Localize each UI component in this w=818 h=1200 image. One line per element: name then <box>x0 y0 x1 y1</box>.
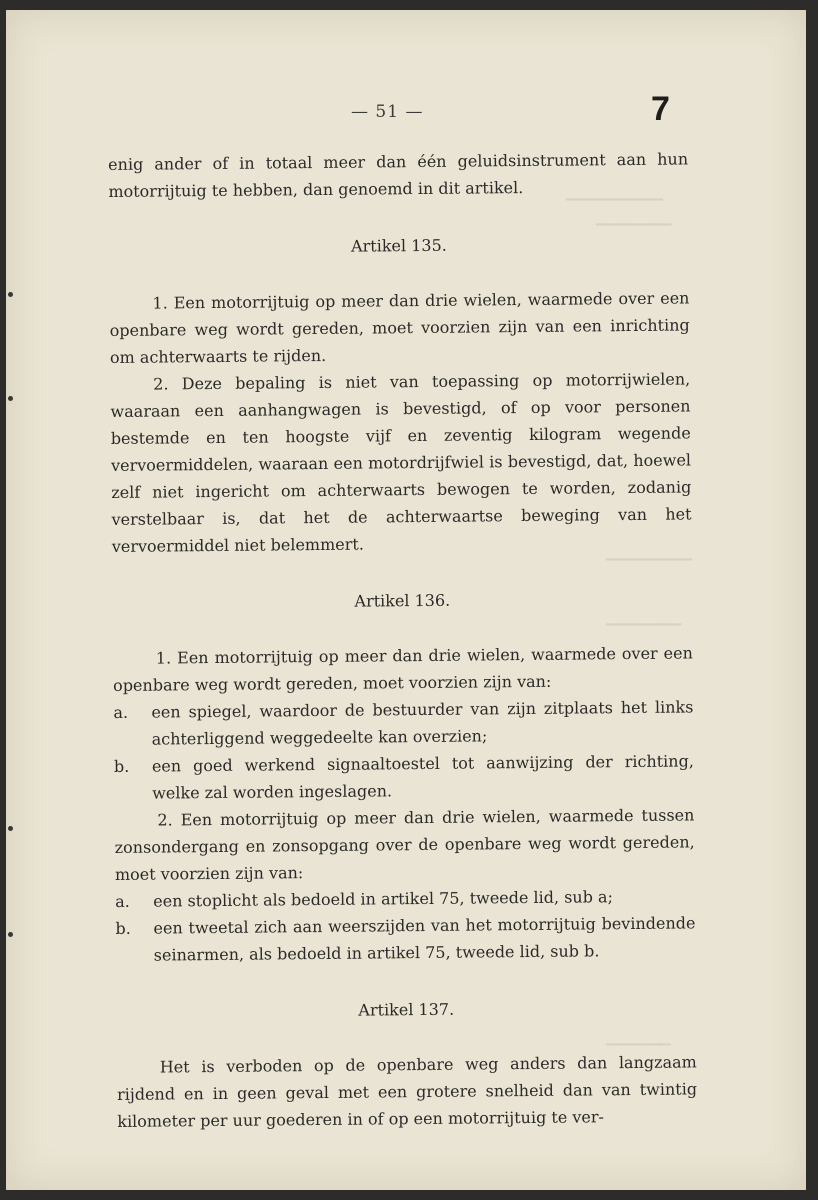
list-item-text: een stoplicht als bedoeld in artikel 75, tweede lid, sub a; <box>153 887 614 911</box>
margin-speck <box>8 826 13 831</box>
article-135-paragraph-2: 2. Deze bepaling is niet van toepassing op motorrijwielen, waaraan een aanhangwagen is bevestigd, of op voor personen bestemde en ten hoogste vijf en zeventig kilogram wegende vervoermiddelen, waaraan een motordrijfwiel is bevestigd, dat, hoewel zelf niet ingericht om achterwaarts bewogen te worden, zodanig verstelbaar is, dat het de achterwaartse beweging van het vervoermiddel niet belemmert. <box>110 369 692 556</box>
list-item-text: een spiegel, waardoor de bestuurder van zijn zitplaats het links achterliggend weggedeelte kan overzien; <box>151 697 694 749</box>
document-page <box>6 10 806 1190</box>
list-item-text: een tweetal zich aan weerszijden van het motorrijtuig bevindende seinarmen, als bedoeld in artikel 75, tweede lid, sub b. <box>153 913 696 965</box>
list-item-label: b. <box>115 918 131 938</box>
margin-speck <box>8 292 13 297</box>
list-item-label: a. <box>115 891 130 911</box>
page-number: — 51 — <box>351 102 424 122</box>
article-136-paragraph-2: 2. Een motorrijtuig op meer dan drie wielen, waarmede tussen zonsondergang en zonsopgang over de openbare weg wordt gereden, moet voorzien zijn van: <box>114 805 695 884</box>
article-136-item-1a <box>113 693 693 753</box>
bleed-through-decoration: ▁▁▁▁▁▁▁ <box>606 610 682 626</box>
intro-paragraph: enig ander of in totaal meer dan één geluidsinstrument aan hun motorrijtuig te hebben, dan genoemd in dit artikel. <box>108 149 689 201</box>
document-body <box>108 145 697 1135</box>
bleed-through-decoration: ▁▁▁▁▁▁ <box>606 1030 671 1046</box>
article-136-heading: Artikel 136. <box>354 590 451 611</box>
bleed-through-decoration: ▁▁▁▁▁▁▁▁ <box>606 545 693 561</box>
article-135-paragraph-1: 1. Een motorrijtuig op meer dan drie wielen, waarmede over een openbare weg wordt gereden, moet voorzien zijn van een inrichting om achterwaarts te rijden. <box>109 288 690 367</box>
list-item-label: b. <box>113 756 130 776</box>
margin-speck <box>8 932 13 937</box>
bleed-through-decoration: ▁▁▁▁▁▁▁▁▁ <box>566 185 663 201</box>
article-137-paragraph-1: Het is verboden op de openbare weg anders dan langzaam rijdend en in geen geval met een grotere snelheid dan van twintig kilometer per uur goederen in of op een motorrijtuig te ver- <box>116 1052 698 1131</box>
margin-speck <box>8 396 13 401</box>
article-136-paragraph-1: 1. Een motorrijtuig op meer dan drie wielen, waarmede over een openbare weg wordt gereden, moet voorzien zijn van: <box>113 643 693 695</box>
list-item-text: een goed werkend signaaltoestel tot aanwijzing der richting, welke zal worden ingeslagen. <box>151 751 694 803</box>
article-136-item-2b <box>115 909 695 969</box>
list-item-label: a. <box>113 702 129 722</box>
article-137-heading: Artikel 137. <box>358 999 455 1020</box>
sheet-mark: 7 <box>651 90 670 128</box>
article-136-item-1b <box>114 747 694 807</box>
article-135-heading: Artikel 135. <box>350 235 447 256</box>
bleed-through-decoration: ▁▁▁▁▁▁▁ <box>596 210 672 226</box>
